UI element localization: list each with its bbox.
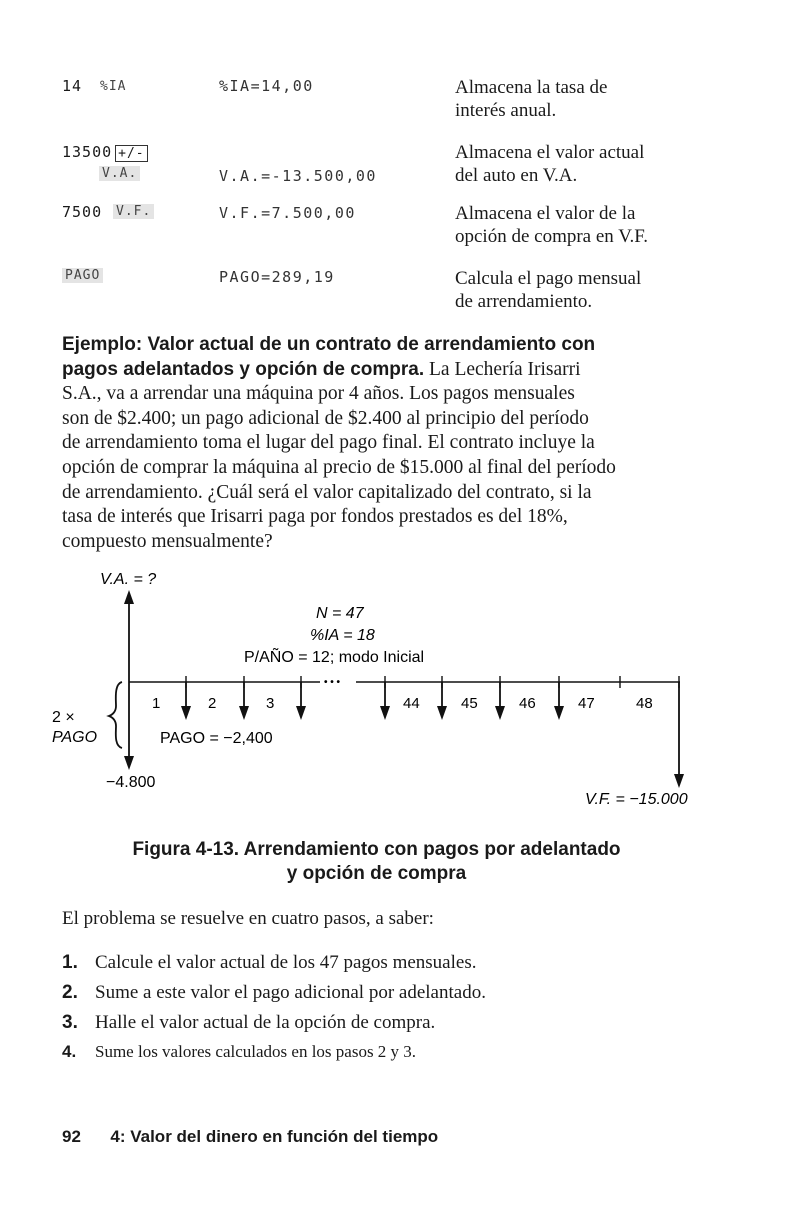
solution-intro: El problema se resuelve en cuatro pasos, a saber:: [62, 908, 434, 929]
key-input: 7500: [62, 203, 103, 221]
va-label: V.A. = ?: [100, 571, 157, 588]
period-label: 47: [578, 695, 595, 712]
payment-arrows: [186, 682, 559, 710]
figure-caption: Figura 4-13. Arrendamiento con pagos por adelantado y opción de compra: [132, 839, 621, 884]
softkey-ia: %IA: [100, 79, 127, 94]
pano-label: P/AÑO = 12; modo Inicial: [244, 649, 425, 666]
example-paragraph: Ejemplo: Valor actual de un contrato de arrendamiento con pagos adelantados y opción de compra. La Lechería Irisarri S.A., va a arrendar una máquina por 4 años. Los pagos mensuales son de $2.400; un pago adicional de $2.400 al principio del período de arrendamiento toma el lugar del pago final. El contrato incluye la opción de comprar la máquina al precio de $15.000 al final del período de arrendamiento. ¿Cuál será el valor capitalizado del contrato, si la tasa de interés que Irisarri paga por fondos prestados es del 18%, compuesto mensualmente?: [62, 334, 616, 552]
payment-arrow-heads: [181, 706, 564, 720]
row-description: Almacena el valor de la opción de compra en V.F.: [455, 203, 649, 247]
calculator-display: V.F.=7.500,00: [219, 204, 356, 222]
calculator-display: PAGO=289,19: [219, 268, 335, 286]
ia-label: %IA = 18: [310, 627, 375, 644]
period-label: 48: [636, 695, 653, 712]
softkey-va: V.A.: [99, 166, 140, 181]
pago-equation: PAGO = −2,400: [160, 730, 273, 747]
list-item: 4. Sume los valores calculados en los pasos 2 y 3.: [62, 1042, 417, 1061]
period-label: 2: [208, 695, 217, 712]
pago-zero-arrow-head: [124, 756, 134, 770]
calculator-display: %IA=14,00: [219, 77, 314, 95]
va-arrow-head: [124, 590, 134, 604]
key-input: 14: [62, 77, 83, 95]
row-description: Almacena el valor actual del auto en V.A.: [455, 142, 645, 186]
chapter-title: 4: Valor del dinero en función del tiempo: [110, 1127, 439, 1146]
vf-arrow-head: [674, 774, 684, 788]
brace: [109, 682, 122, 748]
page-number: 92: [62, 1127, 81, 1146]
two-times-label: 2 ×: [52, 709, 75, 726]
example-title: Ejemplo: Valor actual de un contrato de arrendamiento con: [62, 334, 596, 355]
calculator-display: V.A.=-13.500,00: [219, 167, 377, 185]
period-label: 3: [266, 695, 275, 712]
softkey-vf: V.F.: [113, 204, 154, 219]
cash-flow-diagram: [0, 560, 793, 820]
steps-list: [62, 952, 486, 1072]
change-sign-key: +/-: [115, 145, 147, 162]
minus-4800-label: −4.800: [106, 774, 156, 791]
period-label: 1: [152, 695, 161, 712]
list-item: 1. Calcule el valor actual de los 47 pagos mensuales.: [62, 952, 477, 973]
list-item: 2. Sume a este valor el pago adicional por adelantado.: [62, 982, 486, 1003]
row-description: Calcula el pago mensual de arrendamiento.: [455, 268, 642, 312]
vf-label: V.F. = −15.000: [585, 791, 688, 808]
example-title: pagos adelantados y opción de compra.: [62, 358, 425, 380]
list-item: 3. Halle el valor actual de la opción de compra.: [62, 1012, 436, 1033]
timeline-dots: • • •: [324, 677, 341, 688]
n-label: N = 47: [316, 605, 364, 622]
softkey-pago: PAGO: [62, 268, 103, 283]
period-label: 46: [519, 695, 536, 712]
pago-left-label: PAGO: [52, 729, 98, 746]
row-description: Almacena la tasa de interés anual.: [455, 77, 608, 121]
period-label: 45: [461, 695, 478, 712]
page-footer: [62, 1127, 438, 1147]
key-input: 13500 +/-: [62, 143, 148, 161]
period-label: 44: [403, 695, 420, 712]
